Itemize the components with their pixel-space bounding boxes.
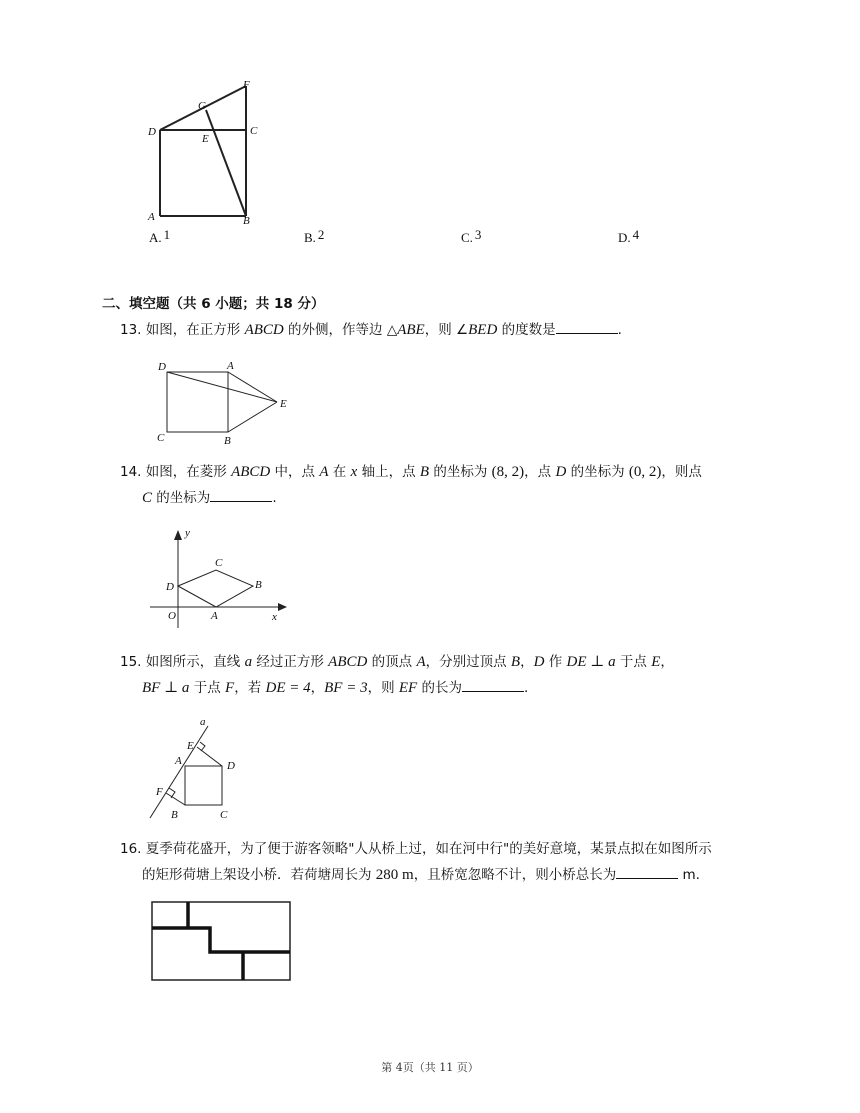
q14-label-d: D — [166, 581, 174, 593]
q12-option-c[interactable]: C. 3 — [461, 227, 482, 245]
q15-line-a — [150, 726, 208, 818]
q12-option-a[interactable]: A. 1 — [149, 227, 171, 245]
q15-label-f: F — [156, 786, 163, 798]
q13-label-d: D — [158, 361, 166, 373]
q14-label-a: A — [211, 610, 218, 622]
q12-label-c: C — [250, 125, 258, 137]
q14-answer-blank[interactable] — [210, 487, 272, 502]
page-footer: 第 4页（共 11 页） — [381, 1061, 479, 1074]
q13-label-c: C — [157, 432, 165, 444]
q13-side-ae — [228, 372, 277, 402]
q12-label-g: G — [198, 100, 206, 112]
q15-segment-de — [197, 747, 222, 766]
q16-pond-rectangle — [152, 902, 290, 980]
q16-text: 16. 夏季荷花盛开，为了便于游客领略"人从桥上过，如在河中行"的美好意境，某景点拟在如图所示 的矩形荷塘上架设小桥．若荷塘周长为 280 m，且桥宽忽略不计，则小桥总长为 m. — [120, 841, 712, 883]
q14-text: 14. 如图，在菱形 ABCD 中，点 A 在 x 轴上，点 B 的坐标为 (8, 2)，点 D 的坐标为 (0, 2)，则点 C 的坐标为 . — [120, 464, 702, 506]
q13-line-de — [167, 372, 277, 402]
q13-label-b: B — [224, 435, 231, 447]
q12-label-b: B — [243, 215, 250, 227]
q15-label-e: E — [187, 740, 194, 752]
q16-figure — [150, 900, 294, 984]
q13-square — [167, 372, 228, 432]
q14-y-arrow — [174, 530, 182, 540]
q12-figure — [140, 76, 270, 228]
q13-label-a: A — [227, 360, 234, 372]
q14-rhombus — [178, 570, 253, 607]
q13-text: 13. 如图，在正方形 ABCD 的外侧，作等边 △ABE，则 ∠BED 的度数是 . — [120, 317, 622, 343]
q12-label-a: A — [148, 211, 155, 223]
q13-answer-blank[interactable] — [556, 319, 618, 334]
q12-option-b[interactable]: B. 2 — [304, 227, 325, 245]
q15-answer-blank[interactable] — [462, 677, 524, 692]
q15-square — [185, 766, 222, 805]
q15-right-angle-f — [169, 788, 175, 798]
q12-option-d[interactable]: D. 4 — [618, 227, 640, 245]
q13-side-be — [228, 402, 277, 432]
q15-figure — [140, 714, 250, 824]
q12-line-gb — [206, 110, 246, 216]
q16-bridge-main — [152, 928, 290, 952]
q13-label-e: E — [280, 398, 287, 410]
q15-text: 15. 如图所示，直线 a 经过正方形 ABCD 的顶点 A，分别过顶点 B，D 作 DE ⊥ a 于点 E， BF ⊥ a 于点 F，若 DE = 4，BF = 3，则 EF 的长为 . — [120, 654, 674, 696]
q15-label-a: A — [175, 755, 182, 767]
q13-figure — [152, 356, 302, 448]
q16-answer-blank[interactable] — [616, 864, 678, 879]
section-title: 二、填空题（共 6 小题；共 18 分） — [102, 296, 325, 312]
q15-label-c: C — [220, 809, 228, 821]
q14-figure — [148, 528, 288, 628]
q14-label-y: y — [185, 528, 190, 539]
q14-label-x: x — [272, 611, 277, 623]
q15-label-d: D — [227, 760, 235, 772]
q14-x-arrow — [278, 603, 287, 611]
q15-label-b: B — [171, 809, 178, 821]
q14-label-o: O — [168, 610, 176, 622]
q14-label-b: B — [255, 579, 262, 591]
q12-label-f: F — [243, 79, 250, 91]
q12-label-e: E — [202, 133, 209, 145]
q15-segment-bf — [166, 793, 185, 805]
q14-label-c: C — [215, 557, 223, 569]
q15-label-a-line: a — [200, 716, 206, 728]
q12-label-d: D — [148, 126, 156, 138]
